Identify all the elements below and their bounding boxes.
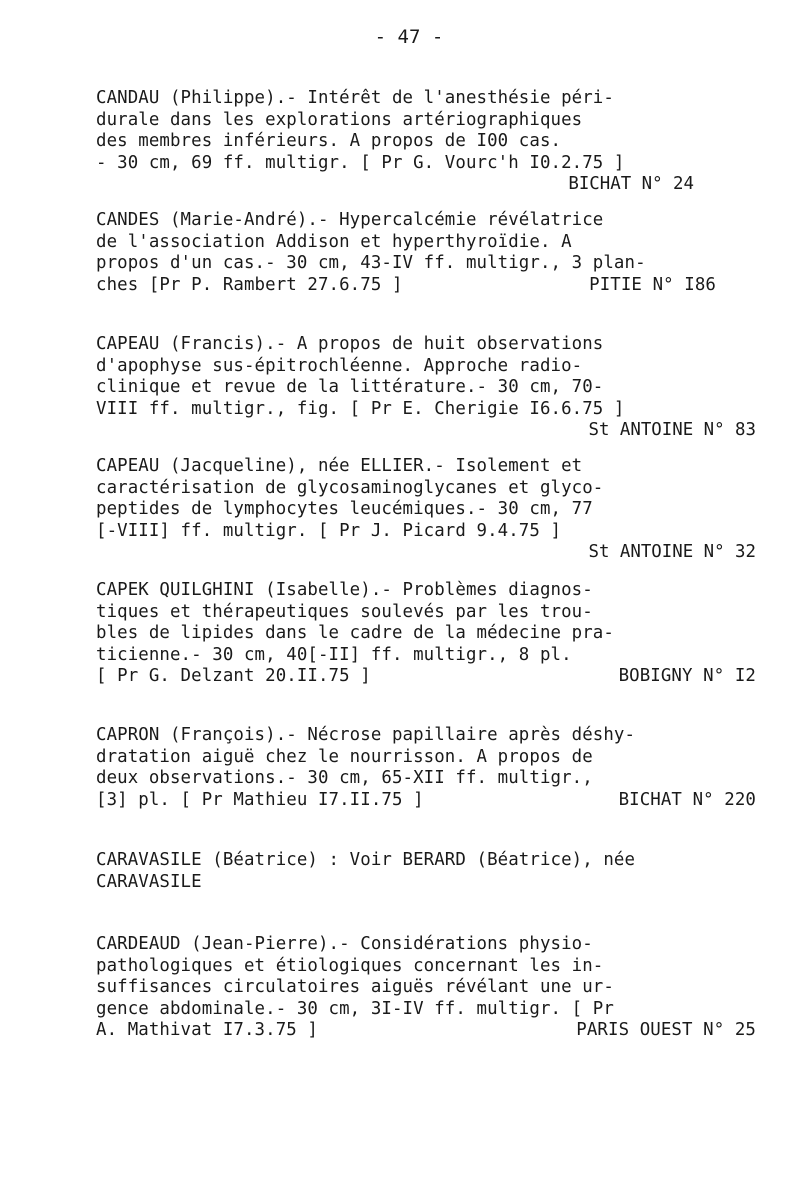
bibliography-entry-candau — [96, 88, 756, 196]
bibliography-entry-cardeaud — [96, 934, 756, 1042]
entry-line: ticienne.- 30 cm, 40[-II] ff. multigr., 8 pl. — [96, 644, 572, 665]
entry-line: bles de lipides dans le cadre de la médecine pra- — [96, 623, 614, 643]
entry-line: CANDES (Marie-André).- Hypercalcémie révélatrice — [96, 210, 604, 230]
entry-line: VIII ff. multigr., fig. [ Pr E. Cherigie I6.6.75 ] — [96, 398, 625, 419]
entry-line: clinique et revue de la littérature.- 30 cm, 70- — [96, 377, 604, 397]
entry-line: CAPEK QUILGHINI (Isabelle).- Problèmes diagnos- — [96, 580, 593, 600]
entry-location: PITIE N° I86 — [589, 274, 716, 295]
entry-line: propos d'un cas.- 30 cm, 43-IV ff. multigr., 3 plan- — [96, 253, 646, 273]
entry-location: BOBIGNY N° I2 — [618, 666, 756, 686]
entry-line: - 30 cm, 69 ff. multigr. [ Pr G. Vourc'h I0.2.75 ] — [96, 152, 625, 173]
page-number: - 47 - — [374, 26, 444, 48]
entry-line: CARAVASILE — [96, 871, 202, 892]
entry-line: CANDAU (Philippe).- Intérêt de l'anesthésie péri- — [96, 88, 614, 108]
bibliography-entry-caravasile — [96, 850, 756, 893]
entry-last-line — [96, 666, 756, 688]
entry-last-line — [96, 1020, 756, 1042]
entry-last-line — [96, 790, 756, 812]
entry-line: CAPRON (François).- Nécrose papillaire après déshy- — [96, 725, 636, 745]
bibliography-entry-capeau-jacqueline — [96, 456, 756, 564]
entry-line: pathologiques et étiologiques concernant les in- — [96, 955, 604, 976]
entry-line: CAPEAU (Francis).- A propos de huit observations — [96, 334, 604, 354]
entry-line: A. Mathivat I7.3.75 ] — [96, 1020, 318, 1040]
entry-line: peptides de lymphocytes leucémiques.- 30 cm, 77 — [96, 499, 593, 519]
entry-location: BICHAT N° 220 — [618, 789, 756, 810]
entry-line: CARAVASILE (Béatrice) : Voir BERARD (Béatrice), née — [96, 850, 636, 870]
entry-line: suffisances circulatoires aiguës révélant une ur- — [96, 977, 614, 997]
bibliography-entry-capeau-francis — [96, 334, 756, 442]
entry-location: St ANTOINE N° 83 — [588, 420, 756, 440]
bibliography-entry-capron — [96, 725, 756, 811]
entry-line: des membres inférieurs. A propos de I00 cas. — [96, 131, 562, 151]
entry-line: gence abdominale.- 30 cm, 3I-IV ff. multigr. [ Pr — [96, 998, 614, 1019]
entry-line: deux observations.- 30 cm, 65-XII ff. multigr., — [96, 768, 593, 788]
bibliography-entry-candes — [96, 210, 756, 296]
bibliography-entry-capek-quilghini — [96, 580, 756, 688]
entry-line: [3] pl. [ Pr Mathieu I7.II.75 ] — [96, 789, 424, 810]
entry-last-line — [96, 275, 756, 297]
entry-line: CARDEAUD (Jean-Pierre).- Considérations physio- — [96, 934, 593, 954]
entry-line: d'apophyse sus-épitrochléenne. Approche radio- — [96, 355, 583, 376]
entry-line: caractérisation de glycosaminoglycanes et glyco- — [96, 477, 604, 498]
entry-location: BICHAT N° 24 — [568, 174, 694, 194]
entry-line: ches [Pr P. Rambert 27.6.75 ] — [96, 274, 403, 295]
entry-location: PARIS OUEST N° 25 — [576, 1020, 756, 1040]
entry-line: dratation aiguë chez le nourrisson. A propos de — [96, 746, 593, 767]
entry-line: CAPEAU (Jacqueline), née ELLIER.- Isolement et — [96, 456, 583, 476]
entry-location: St ANTOINE N° 32 — [588, 542, 756, 562]
entry-line: [-VIII] ff. multigr. [ Pr J. Picard 9.4.75 ] — [96, 520, 562, 541]
entry-line: [ Pr G. Delzant 20.II.75 ] — [96, 666, 371, 686]
entry-line: de l'association Addison et hyperthyroïdie. A — [96, 231, 572, 252]
entry-line: tiques et thérapeutiques soulevés par les trou- — [96, 601, 593, 622]
entry-line: durale dans les explorations artériographiques — [96, 109, 583, 130]
